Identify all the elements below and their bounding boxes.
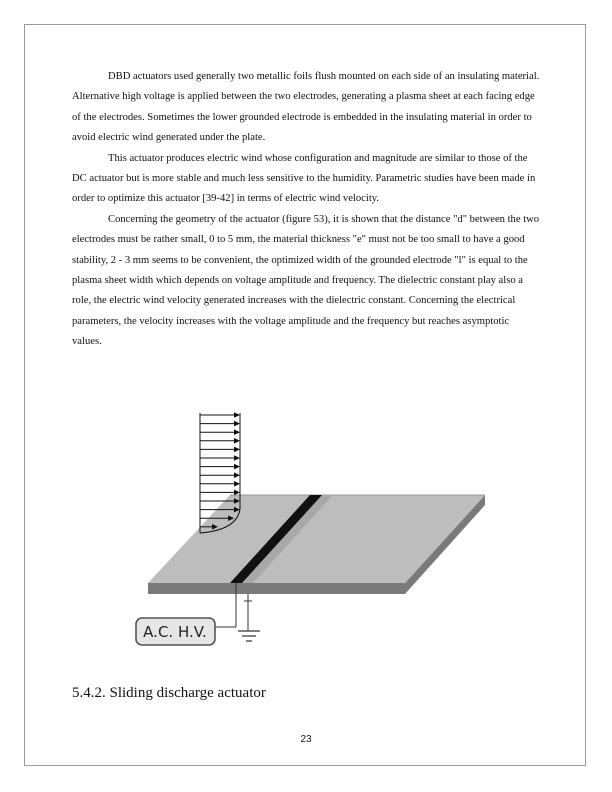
velocity-arrow-head (234, 421, 240, 427)
velocity-arrow-head (234, 429, 240, 435)
velocity-arrow-head (234, 455, 240, 461)
velocity-arrow-head (234, 412, 240, 418)
paragraph-3: Concerning the geometry of the actuator (figure 53), it is shown that the distance "d" between the two electrodes must be rather small, 0 to 5 mm, the material thickness "e" must not be too small to have a good stability, 2 - 3 mm seems to be convenient, the optimized width of the grounded electrode "l" is equal to the plasma sheet width which depends on voltage amplitude and frequency. The dielectric constant play also a role, the electric wind velocity generated increases with the dielectric constant. Concerning the electrical parameters, the velocity increases with the voltage amplitude and the frequency but reaches asymptotic values. (72, 213, 540, 348)
section-heading: 5.4.2. Sliding discharge actuator (72, 685, 266, 701)
ground-symbol (238, 631, 260, 641)
page-number: 23 (300, 734, 312, 745)
velocity-arrow-head (234, 464, 240, 470)
paragraph-1: DBD actuators used generally two metallic foils flush mounted on each side of an insulating material. Alternative high voltage is applied between the two electrodes, generating a plasma sheet at each facing edge of the electrodes. Sometimes the lower grounded electrode is embedded in the insulating material in order to avoid electric wind generated under the plate. (72, 71, 540, 144)
velocity-arrow-head (234, 472, 240, 478)
velocity-arrow-head (234, 490, 240, 496)
velocity-arrow-head (234, 447, 240, 453)
velocity-arrow-head (234, 438, 240, 444)
paragraph-2: This actuator produces electric wind whose configuration and magnitude are similar to those of the DC actuator but is more stable and much less sensitive to the humidity. Parametric studies have been made in order to optimize this actuator [39-42] in terms of electric wind velocity. (72, 152, 536, 205)
velocity-arrow-head (234, 481, 240, 487)
body-text (72, 67, 540, 353)
hv-source-label: A.C. H.V. (143, 623, 207, 641)
dbd-actuator-figure (120, 405, 500, 665)
